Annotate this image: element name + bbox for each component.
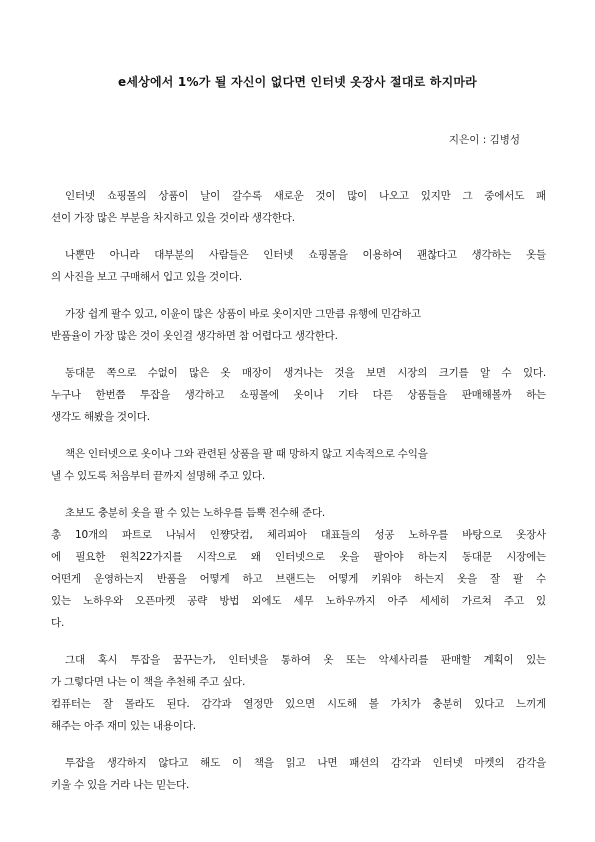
text-line: 낼 수 있도록 처음부터 끝까지 설명해 주고 있다. <box>51 470 266 482</box>
text-line: 컴퓨터는 잘 몰라도 된다. 감각과 열정만 있으면 시도해 볼 가치가 충분히 있다고 느끼게 <box>51 698 546 710</box>
paragraph <box>51 362 546 428</box>
text-line: 다. <box>51 617 65 629</box>
paragraph <box>51 303 546 347</box>
text-line: 총 10개의 파트로 나눠서 인쨩닷컴, 체리피아 대표들의 성공 노하우를 바탕으로 옷장사 <box>51 529 546 541</box>
paragraph <box>51 443 546 487</box>
paragraph <box>51 244 546 288</box>
text-line: 있는 노하우와 오픈마켓 공략 방법 외에도 세무 노하우까지 아주 세세히 가르쳐 주고 있 <box>51 595 546 607</box>
text-line: 반품율이 가장 많은 것이 옷인걸 생각하면 참 어렵다고 생각한다. <box>51 330 338 342</box>
text-line: 투잡을 생각하지 않다고 해도 이 책을 읽고 나면 패션의 감각과 인터넷 마켓의 감각을 <box>65 757 546 769</box>
text-line: 에 필요한 원칙22가지를 시작으로 왜 인터넷으로 옷을 팔아야 하는지 동대문 시장에는 <box>51 551 546 563</box>
author-line: 지은이 : 김병성 <box>448 134 520 146</box>
text-line: 나뿐만 아니라 대부분의 사람들은 인터넷 쇼핑몰을 이용하여 괜찮다고 생각하는 옷들 <box>65 249 546 261</box>
text-line: 키울 수 있을 거라 나는 믿는다. <box>51 779 190 791</box>
paragraph <box>51 185 546 229</box>
text-line: 책은 인터넷으로 옷이나 그와 관련된 상품을 팔 때 망하지 않고 지속적으로 수익을 <box>65 448 428 460</box>
text-line: 누구나 한번쯤 투잡을 생각하고 쇼핑몰에 옷이나 기타 다른 상품들을 판매해볼까 하는 <box>51 389 546 401</box>
text-line: 인터넷 쇼핑몰의 상품이 날이 갈수록 새로운 것이 많이 나오고 있지만 그 중에서도 패 <box>65 190 546 202</box>
text-line: 의 사진을 보고 구매해서 입고 있을 것이다. <box>51 271 242 283</box>
text-line: 동대문 쪽으로 수없이 많은 옷 매장이 생겨나는 것을 보면 시장의 크기를 알 수 있다. <box>65 367 546 379</box>
text-line: 생각도 해봤을 것이다. <box>51 411 150 423</box>
document-body <box>51 185 546 811</box>
document-title: e세상에서 1%가 될 자신이 없다면 인터넷 옷장사 절대로 하지마라 <box>118 75 477 89</box>
text-line: 어떤게 운영하는지 반품을 어떻게 하고 브랜드는 어떻게 키워야 하는지 옷을 잘 팔 수 <box>51 573 546 585</box>
text-line: 초보도 충분히 옷을 팔 수 있는 노하우를 듬뿍 전수해 준다. <box>65 507 326 519</box>
paragraph <box>51 752 546 796</box>
paragraph <box>51 502 546 634</box>
text-line: 션이 가장 많은 부분을 차지하고 있을 것이라 생각한다. <box>51 212 295 224</box>
text-line: 해주는 아주 재미 있는 내용이다. <box>51 720 196 732</box>
text-line: 가 그렇다면 나는 이 책을 추천해 주고 싶다. <box>51 676 246 688</box>
text-line: 가장 쉽게 팔수 있고, 이윤이 많은 상품이 바로 옷이지만 그만큼 유행에 민감하고 <box>65 308 421 320</box>
paragraph <box>51 649 546 737</box>
text-line: 그대 혹시 투잡을 꿈꾸는가, 인터넷을 통하여 옷 또는 악세사리를 판매할 계획이 있는 <box>65 654 546 666</box>
